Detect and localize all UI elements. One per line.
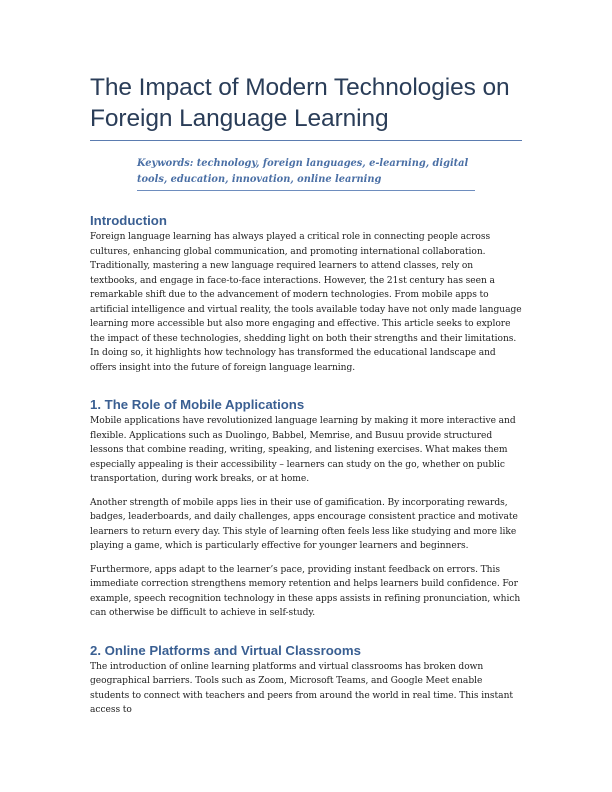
document-page [90,72,522,718]
section-heading: 1. The Role of Mobile Applications [90,397,305,412]
body-paragraph: Mobile applications have revolutionized language learning by making it more interactive and flexible. Applications such as Duolingo, Babbel, Memrise, and Busuu provide structured lessons that combine reading, writing, speaking, and listening exercises. What makes them especially appealing is their accessibility – learners can study on the go, whether on public transportation, during work breaks, or at home. [90,416,516,484]
section-heading: 2. Online Platforms and Virtual Classrooms [90,642,361,658]
body-paragraph: Another strength of mobile apps lies in their use of gamification. By incorporating rewards, badges, leaderboards, and daily challenges, apps encourage consistent practice and motivate learners to return every day. This style of learning often feels less like studying and more like playing a game, which is particularly effective for younger learners and beginners. [90,497,518,551]
section-mobile-applications [90,397,522,621]
keywords-line: Keywords: technology, foreign languages, e-learning, digital tools, education, innovation, online learning [137,158,469,185]
body-paragraph: Furthermore, apps adapt to the learner’s pace, providing instant feedback on errors. This immediate correction strengthens memory retention and helps learners build confidence. For example, speech recognition technology in these apps assists in refining pronunciation, which can otherwise be difficult to achieve in self-study. [90,564,521,618]
section-introduction [90,213,522,375]
keywords-divider [137,190,475,191]
document-title: The Impact of Modern Technologies on Foreign Language Learning [90,74,510,132]
body-paragraph: Foreign language learning has always played a critical role in connecting people across cultures, enhancing global communication, and promoting international collaboration. Traditionally, mastering a new language required learners to attend classes, rely on textbooks, and engage in face-to-face interactions. However, the 21st century has seen a remarkable shift due to the advancement of modern technologies. From mobile apps to artificial intelligence and virtual reality, the tools available today have not only made language learning more accessible but also more engaging and effective. This article seeks to explore the impact of these technologies, shedding light on both their strengths and their limitations. In doing so, it highlights how technology has transformed the educational landscape and offers insight into the future of foreign language learning. [90,232,522,373]
title-divider [90,140,522,141]
section-online-platforms [90,643,522,718]
body-paragraph: The introduction of online learning platforms and virtual classrooms has broken down geographical barriers. Tools such as Zoom, Microsoft Teams, and Google Meet enable students to connect with teachers and peers from around the world in real time. This instant access to [90,661,514,715]
section-heading: Introduction [90,213,167,228]
